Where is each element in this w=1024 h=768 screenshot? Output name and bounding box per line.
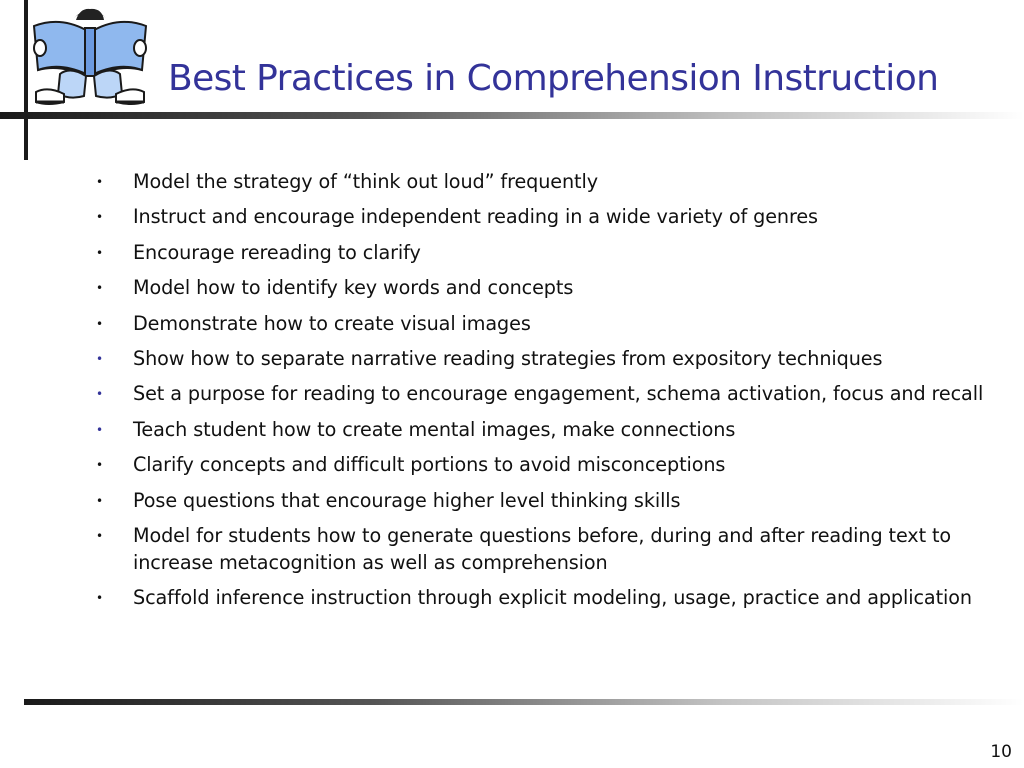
bullet-marker: • xyxy=(96,351,103,366)
list-item xyxy=(90,345,985,372)
bullet-marker: • xyxy=(96,175,103,189)
list-item xyxy=(90,416,985,443)
bullet-marker: • xyxy=(96,210,103,225)
footer-rule xyxy=(24,699,1024,705)
page-number: 10 xyxy=(990,742,1012,762)
bullet-marker: • xyxy=(96,387,103,402)
left-vertical-rule xyxy=(24,0,28,160)
bullet-marker: • xyxy=(96,422,103,437)
bullet-text: Scaffold inference instruction through explicit modeling, usage, practice and application xyxy=(133,586,972,610)
list-item xyxy=(90,487,985,514)
bullet-marker: • xyxy=(96,528,103,543)
list-item xyxy=(90,380,985,407)
list-item xyxy=(90,451,985,478)
list-item xyxy=(90,203,985,230)
bullet-list xyxy=(90,168,985,620)
bullet-marker: • xyxy=(96,281,103,296)
bullet-marker: • xyxy=(96,316,103,331)
slide-title: Best Practices in Comprehension Instruction xyxy=(168,58,939,99)
bullet-text: Demonstrate how to create visual images xyxy=(133,311,531,335)
bullet-marker: • xyxy=(96,458,103,473)
bullet-text: Instruct and encourage independent reading in a wide variety of genres xyxy=(133,205,818,229)
bullet-text: Teach student how to create mental images, make connections xyxy=(133,417,736,441)
bullet-text: Show how to separate narrative reading strategies from expository techniques xyxy=(133,346,883,370)
bullet-text: Model how to identify key words and concepts xyxy=(133,276,574,300)
bullet-text: Model the strategy of “think out loud” frequently xyxy=(133,170,598,193)
bullet-marker: • xyxy=(96,245,103,260)
list-item xyxy=(90,522,985,576)
bullet-text: Set a purpose for reading to encourage engagement, schema activation, focus and recall xyxy=(133,382,984,406)
bullet-text: Pose questions that encourage higher level thinking skills xyxy=(133,488,681,512)
bullet-text: Clarify concepts and difficult portions to avoid misconceptions xyxy=(133,453,726,477)
person-reading-book-icon xyxy=(30,4,150,108)
bullet-text: Model for students how to generate questions before, during and after reading text to increase metacognition as well as comprehension xyxy=(133,523,952,574)
list-item xyxy=(90,584,985,611)
bullet-marker: • xyxy=(96,493,103,508)
list-item xyxy=(90,274,985,301)
bullet-text: Encourage rereading to clarify xyxy=(133,240,421,264)
title-underline-rule xyxy=(0,112,1024,119)
list-item xyxy=(90,310,985,337)
bullet-marker: • xyxy=(96,591,103,606)
list-item xyxy=(90,239,985,266)
list-item xyxy=(90,168,985,195)
